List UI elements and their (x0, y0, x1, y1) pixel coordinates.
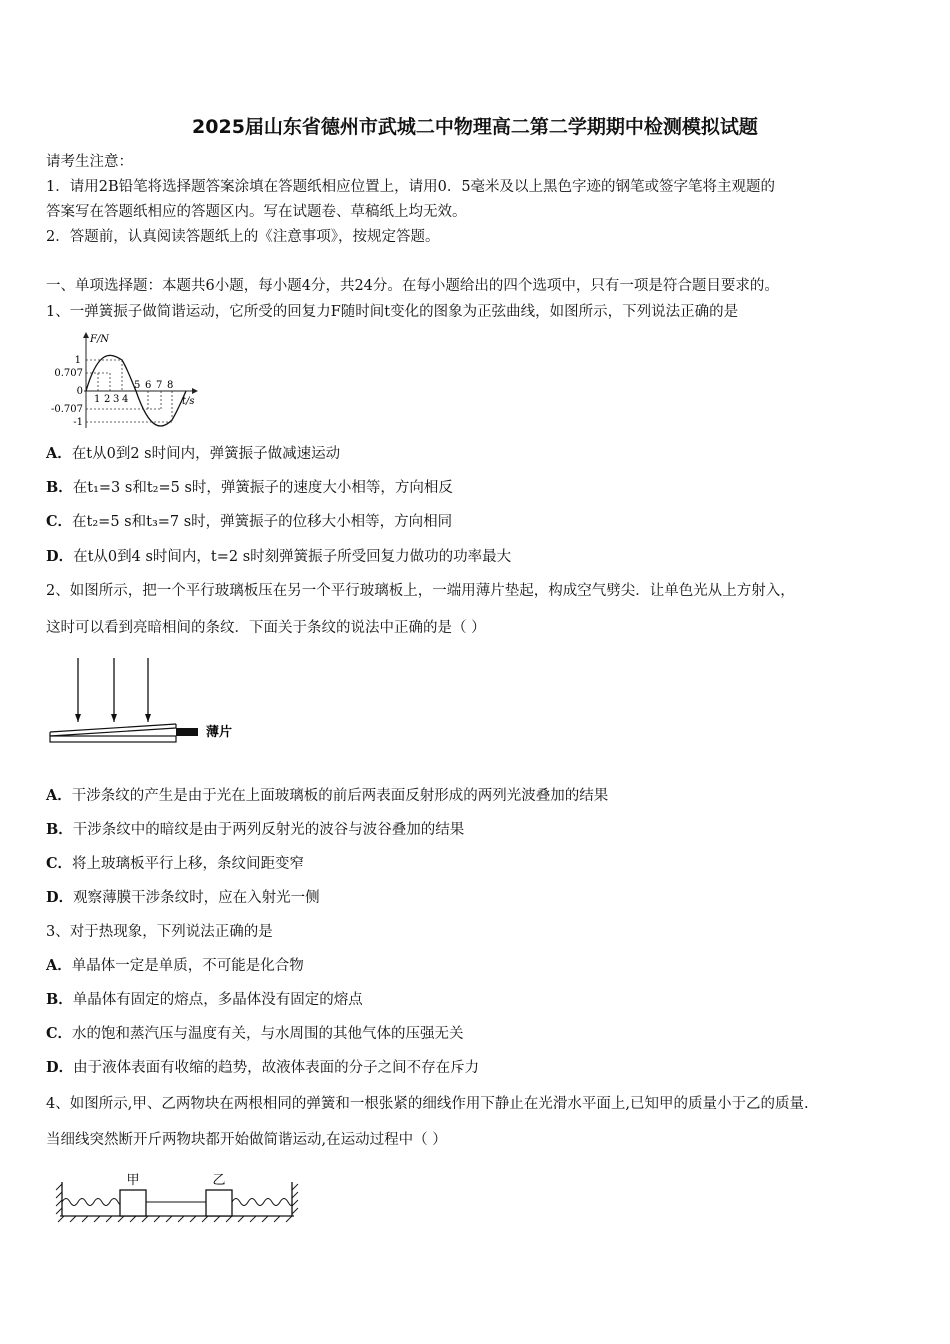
q1-force-graph (46, 330, 206, 430)
y-tick: 0 (76, 386, 83, 397)
x-tick: 2 (104, 394, 111, 405)
shim-block (176, 728, 198, 736)
y-tick: -1 (73, 417, 83, 428)
x-tick: 4 (122, 394, 129, 405)
x-tick: 6 (145, 380, 152, 391)
q3-stem: 3、对于热现象，下列说法正确的是 (46, 924, 273, 940)
q4-spring-block-figure (56, 1166, 300, 1224)
shim-label: 薄片 (206, 725, 233, 740)
q2-air-wedge-figure (46, 656, 246, 748)
x-tick: 3 (113, 394, 120, 405)
q1-option-d: D．在t从0到4 s时间内，t=2 s时刻弹簧振子所受回复力做功的功率最大 (46, 548, 512, 565)
notice-heading: 请考生注意： (46, 154, 133, 170)
x-tick: 5 (134, 380, 141, 391)
q2-option-d: D．观察薄膜干涉条纹时，应在入射光一侧 (46, 889, 320, 906)
x-tick: 7 (156, 380, 163, 391)
q3-option-c: C．水的饱和蒸汽压与温度有关，与水周围的其他气体的压强无关 (46, 1025, 464, 1042)
q2-stem-line-1: 2、如图所示，把一个平行玻璃板压在另一个平行玻璃板上，一端用薄片垫起，构成空气劈尖．让单色光从上方射入， (46, 583, 795, 599)
q2-option-a: A．干涉条纹的产生是由于光在上面玻璃板的前后两表面反射形成的两列光波叠加的结果 (46, 787, 609, 804)
section-heading: 一、单项选择题：本题共6小题，每小题4分，共24分。在每小题给出的四个选项中，只有一项是符合题目要求的。 (46, 278, 779, 294)
x-tick: 8 (167, 380, 174, 391)
q2-stem-line-2: 这时可以看到亮暗相间的条纹．下面关于条纹的说法中正确的是（ ） (46, 620, 486, 636)
q1-option-b: B．在t₁=3 s和t₂=5 s时，弹簧振子的速度大小相等，方向相反 (46, 479, 453, 496)
left-spring (62, 1199, 124, 1206)
x-tick: 1 (94, 394, 101, 405)
q3-option-a: A．单晶体一定是单质，不可能是化合物 (46, 957, 304, 974)
notice-item-1-line-1: 1．请用2B铅笔将选择题答案涂填在答题纸相应位置上，请用0．5毫米及以上黑色字迹的钢笔或签字笔将主观题的 (46, 179, 776, 195)
y-axis-label: F/N (90, 334, 110, 345)
y-tick: 0.707 (54, 368, 83, 379)
q4-stem-line-2: 当细线突然断开斤两物块都开始做简谐运动,在运动过程中（ ） (46, 1132, 447, 1148)
notice-item-2: 2．答题前，认真阅读答题纸上的《注意事项》，按规定答题。 (46, 229, 440, 245)
q1-option-a: A．在t从0到2 s时间内，弹簧振子做减速运动 (46, 445, 341, 462)
page-title: 2025届山东省德州市武城二中物理高二第二学期期中检测模拟试题 (192, 116, 758, 138)
q3-option-d: D．由于液体表面有收缩的趋势，故液体表面的分子之间不存在斥力 (46, 1059, 480, 1076)
right-spring (232, 1199, 292, 1206)
y-tick: 1 (74, 355, 81, 366)
block-yi-label: 乙 (212, 1173, 226, 1188)
q3-option-b: B．单晶体有固定的熔点，多晶体没有固定的熔点 (46, 991, 363, 1008)
q2-option-c: C．将上玻璃板平行上移，条纹间距变窄 (46, 855, 305, 872)
q2-option-b: B．干涉条纹中的暗纹是由于两列反射光的波谷与波谷叠加的结果 (46, 821, 465, 838)
block-yi (206, 1190, 232, 1216)
block-jia (120, 1190, 146, 1216)
x-axis-label: t/s (182, 396, 195, 407)
notice-item-1-line-2: 答案写在答题纸相应的答题区内。写在试题卷、草稿纸上均无效。 (46, 204, 467, 220)
q4-stem-line-1: 4、如图所示,甲、乙两物块在两根相同的弹簧和一根张紧的细线作用下静止在光滑水平面上,已知甲的质量小于乙的质量. (46, 1096, 809, 1112)
y-tick: -0.707 (50, 404, 83, 415)
q1-stem: 1、一弹簧振子做简谐运动，它所受的回复力F随时间t变化的图象为正弦曲线，如图所示，下列说法正确的是 (46, 304, 739, 320)
block-jia-label: 甲 (126, 1173, 140, 1188)
q1-option-c: C．在t₂=5 s和t₃=7 s时，弹簧振子的位移大小相等，方向相同 (46, 513, 453, 530)
